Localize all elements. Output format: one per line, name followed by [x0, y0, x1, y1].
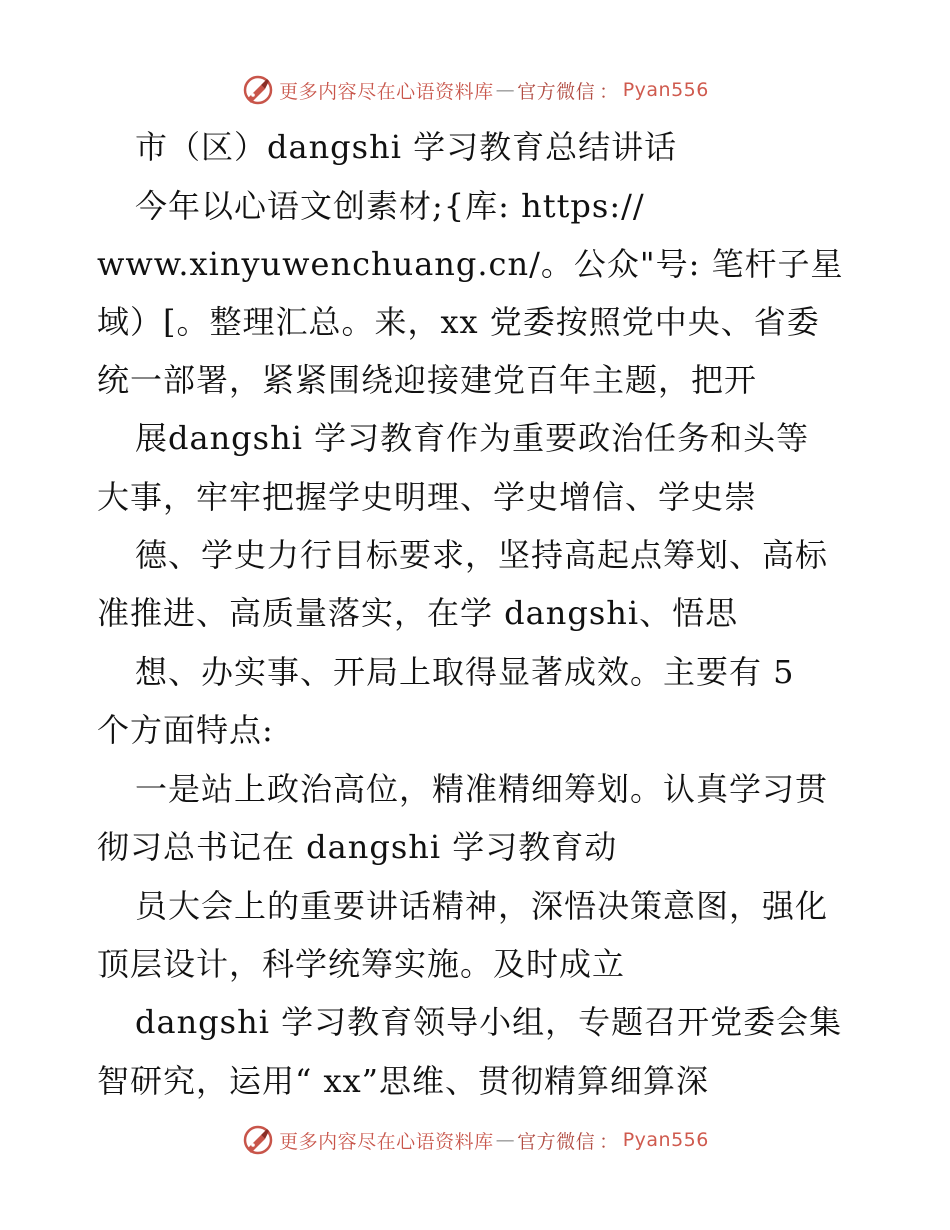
- doc-line: 彻习总书记在 dangshi 学习教育动: [97, 828, 618, 866]
- header-banner-separator: —: [495, 79, 516, 101]
- header-banner-text: 更多内容尽在心语资料库: [279, 80, 494, 103]
- footer-colon: ：: [599, 1130, 619, 1153]
- header-colon: ：: [599, 80, 619, 103]
- header-wechat-id: Pyan556: [622, 79, 709, 101]
- footer-wechat-label: 官方微信: [517, 1130, 596, 1153]
- doc-line: 德、学史力行目标要求，坚持高起点筹划、高标: [135, 536, 829, 574]
- doc-line: 今年以心语文创素材;{库: https://: [135, 187, 645, 225]
- footer-banner-separator: —: [495, 1129, 516, 1151]
- doc-line: 大事，牢牢把握学史明理、学史增信、学史崇: [97, 478, 758, 516]
- doc-line: 智研究，运用“ xx”思维、贯彻精算细算深: [97, 1062, 709, 1100]
- doc-line: dangshi 学习教育领导小组，专题召开党委会集: [135, 1003, 843, 1041]
- footer-banner-text: 更多内容尽在心语资料库: [279, 1130, 494, 1153]
- pen-logo-icon: [241, 1123, 275, 1157]
- doc-line: 域）[。整理汇总。来，xx 党委按照党中央、省委: [97, 303, 820, 341]
- footer-wechat-id: Pyan556: [622, 1129, 709, 1151]
- doc-line: 准推进、高质量落实，在学 dangshi、悟思: [97, 594, 739, 632]
- doc-line: 员大会上的重要讲话精神，深悟决策意图，强化: [135, 887, 829, 925]
- doc-line: www.xinyuwenchuang.cn/。公众"号: 笔杆子星: [97, 245, 844, 283]
- doc-line: 一是站上政治高位，精准精细筹划。认真学习贯: [135, 770, 829, 808]
- doc-line: 想、办实事、开局上取得显著成效。主要有 5: [135, 653, 795, 691]
- doc-title: 市（区）dangshi 学习教育总结讲话: [135, 128, 678, 166]
- doc-line: 个方面特点:: [97, 711, 274, 749]
- footer-watermark-banner: [0, 1120, 950, 1160]
- doc-line: 展dangshi 学习教育作为重要政治任务和头等: [135, 419, 810, 457]
- doc-line: 统一部署，紧紧围绕迎接建党百年主题，把开: [97, 361, 758, 399]
- doc-line: 顶层设计，科学统筹实施。及时成立: [97, 945, 626, 983]
- header-wechat-label: 官方微信: [517, 80, 596, 103]
